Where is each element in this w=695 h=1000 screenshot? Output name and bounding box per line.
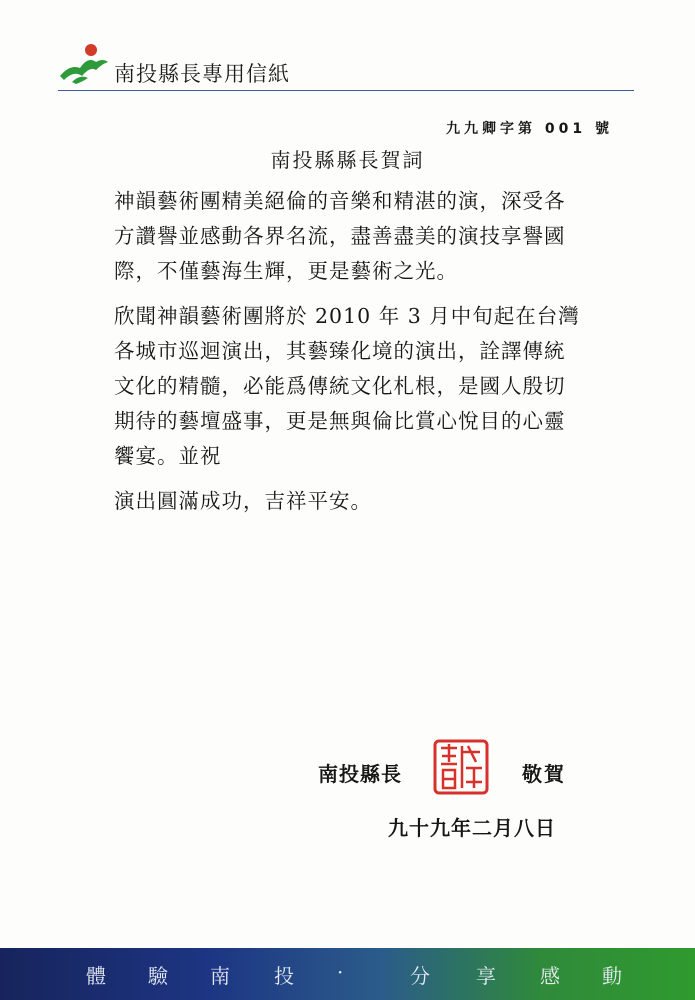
paragraph-3: [114, 484, 634, 519]
footer-char: 南: [210, 964, 230, 988]
body-line: 欣聞神韻藝術團將於 2010 年 3 月中旬起在台灣: [114, 304, 580, 328]
footer-char: 動: [602, 964, 622, 988]
document-heading: 南投縣縣長賀詞: [270, 148, 425, 172]
document-number: 九九卿字第 001 號: [446, 121, 613, 137]
closing-salutation: 敬賀: [522, 762, 566, 786]
footer-banner: [0, 948, 695, 1000]
body-line: 文化的精髓，必能爲傳統文化札根，是國人殷切: [114, 374, 566, 398]
paragraph-2: [114, 299, 634, 474]
signature-date: 九十九年二月八日: [388, 816, 556, 840]
body-line: 饗宴。並祝: [114, 444, 222, 468]
body-line: 期待的藝壇盛事，更是無與倫比賞心悅目的心靈: [114, 409, 566, 433]
footer-char: 驗: [148, 964, 168, 988]
footer-char: 體: [86, 964, 106, 988]
official-seal-stamp: [432, 738, 490, 796]
signatory-title: 南投縣長: [318, 762, 402, 786]
footer-char: 享: [476, 964, 496, 988]
body-line: 神韻藝術團精美絕倫的音樂和精湛的演，深受各: [114, 189, 566, 213]
footer-char: 分: [410, 964, 430, 988]
nantou-county-logo: [58, 42, 110, 86]
letter-body: [114, 184, 634, 529]
footer-char: 感: [540, 964, 560, 988]
letterhead-divider: [58, 90, 634, 91]
footer-char: ·: [337, 960, 344, 984]
paragraph-1: [114, 184, 634, 289]
letterhead-title: 南投縣長專用信紙: [114, 62, 290, 86]
body-line: 演出圓滿成功，吉祥平安。: [114, 489, 372, 513]
footer-char: 投: [274, 964, 294, 988]
body-line: 各城市巡迴演出，其藝臻化境的演出，詮譯傳統: [114, 339, 566, 363]
letterhead: [58, 40, 634, 94]
body-line: 方讚譽並感動各界名流，盡善盡美的演技享譽國: [114, 224, 566, 248]
body-line: 際，不僅藝海生輝，更是藝術之光。: [114, 259, 458, 283]
